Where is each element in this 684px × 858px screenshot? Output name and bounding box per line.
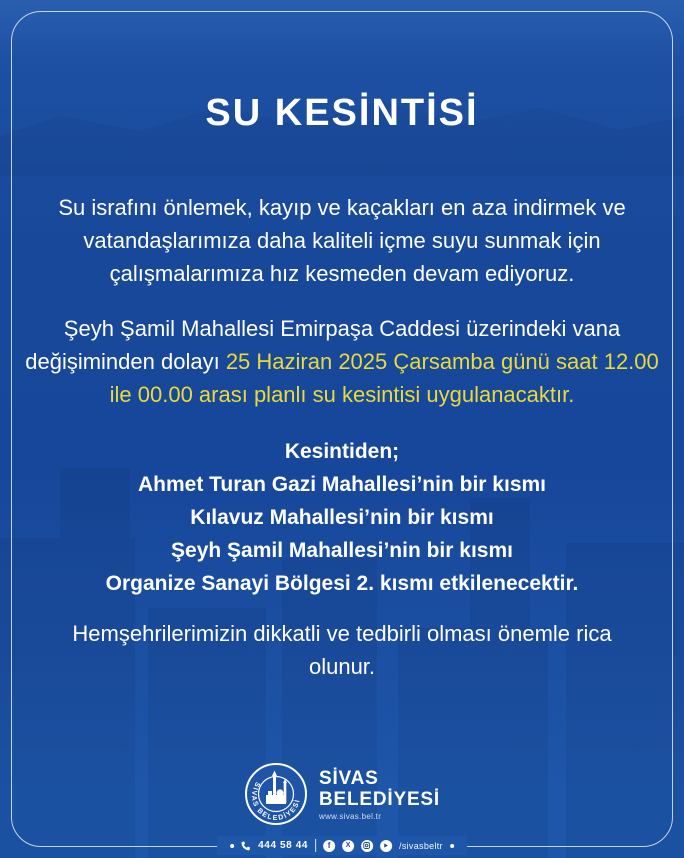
affected-item: Şeyh Şamil Mahallesi’nin bir kısmı [171, 539, 513, 562]
affected-heading: Kesintiden; [284, 440, 400, 463]
brand-text [319, 768, 440, 821]
sivas-belediyesi-emblem [244, 762, 308, 826]
website-url: www.sivas.bel.tr [319, 811, 382, 821]
affected-item: Organize Sanayi Bölgesi 2. kısmı etkilenecektir. [105, 572, 579, 595]
emblem-curved-text: SİVAS BELEDİYESİ [249, 780, 302, 822]
notice-text-highlight: 25 Haziran 2025 Çarsamba günü saat 12.00 ile 00.00 arası planlı su kesintisi uygulanacaktır. [109, 349, 659, 407]
phone-icon [241, 841, 251, 851]
affected-item: Ahmet Turan Gazi Mahallesi’nin bir kısmı [137, 473, 547, 496]
notice-paragraph [20, 312, 664, 411]
closing-paragraph: Hemşehrilerimizin dikkatli ve tedbirli olması önemle rica olunur. [72, 621, 612, 679]
instagram-icon [361, 840, 373, 852]
social-handle: /sivasbeltr [399, 840, 443, 851]
facebook-icon: f [323, 840, 335, 852]
affected-item: Kılavuz Mahallesi’nin bir kısmı [190, 506, 494, 529]
page-title: SU KESİNTİSİ [205, 92, 479, 134]
brand-name-line2: BELEDİYESİ [319, 788, 440, 810]
affected-areas-block [106, 435, 579, 600]
brand-name-line1: SİVAS [319, 767, 379, 789]
line-end-dot-left [230, 844, 234, 848]
intro-paragraph: Su israfını önlemek, kayıp ve kaçakları en aza indirmek ve vatandaşlarımıza daha kaliteli içme suyu sunmak için çalışmalarımıza hız kesmeden devam ediyoruz. [58, 195, 626, 286]
municipality-brand [244, 762, 440, 826]
divider [315, 839, 316, 852]
phone-number: 444 58 44 [258, 840, 309, 851]
notice-text-white: Şeyh Şamil Mahallesi Emirpaşa Caddesi üzerindeki vana değişiminden dolayı [25, 316, 621, 374]
line-end-dot-right [450, 844, 454, 848]
contact-strip [217, 836, 467, 855]
youtube-icon [380, 840, 392, 852]
x-icon: X [342, 840, 354, 852]
